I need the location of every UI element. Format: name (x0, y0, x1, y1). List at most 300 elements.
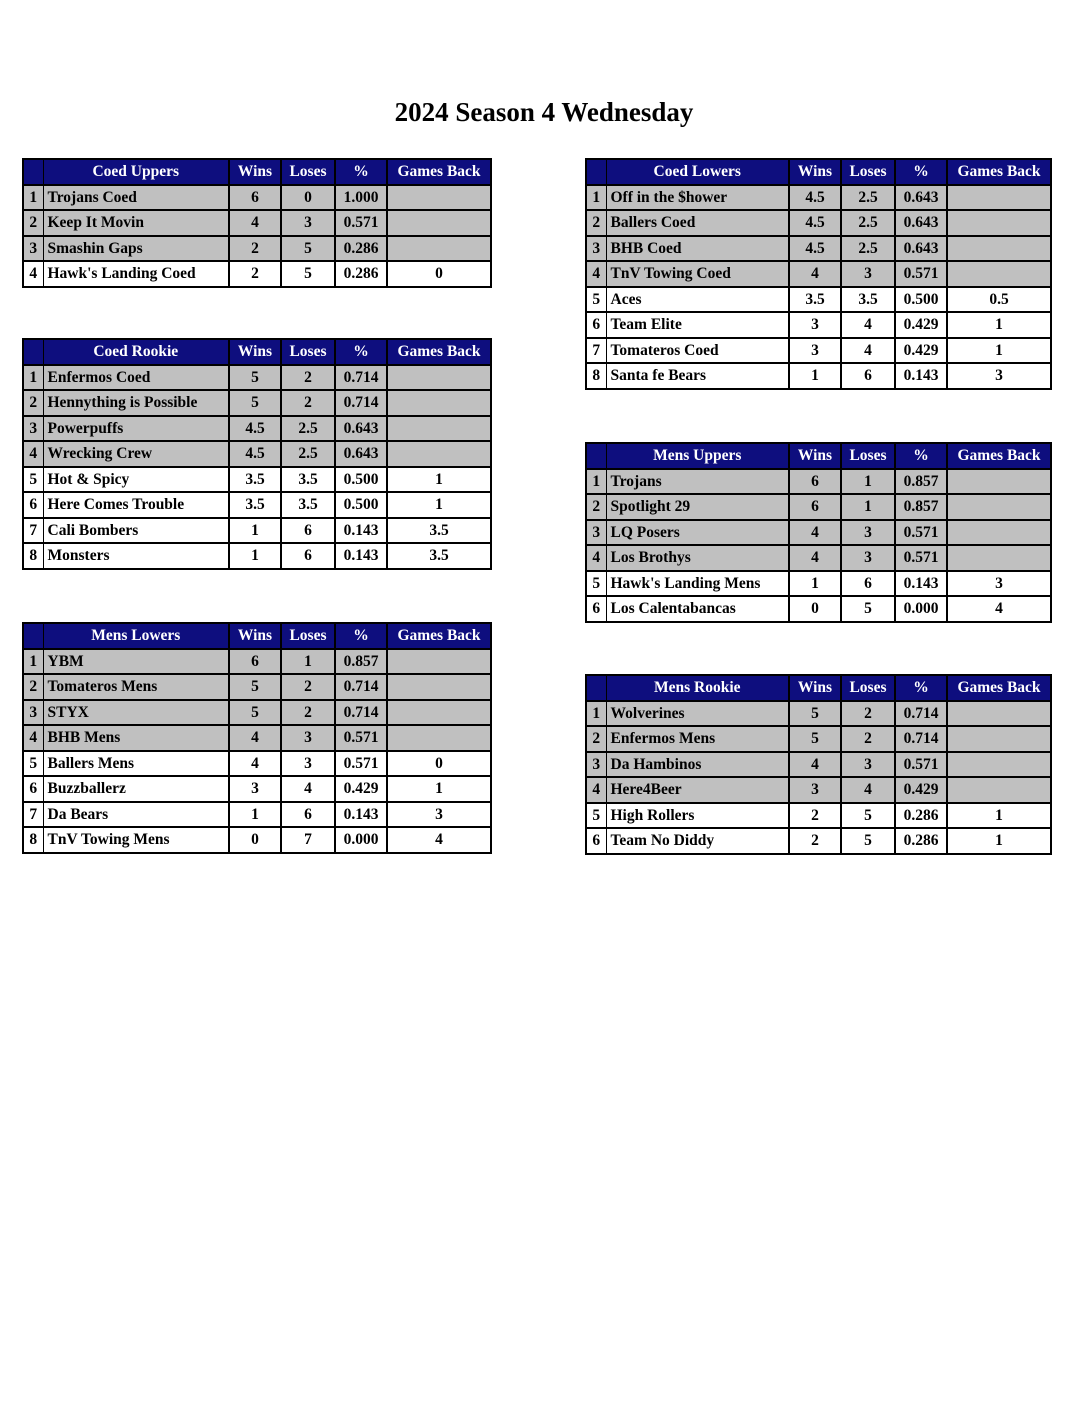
loses-cell: 5 (841, 596, 895, 622)
table-row (23, 518, 491, 544)
games-back-cell: 0.5 (947, 287, 1051, 313)
col-header-pct: % (335, 339, 387, 365)
pct-cell: 0.000 (335, 827, 387, 853)
games-back-cell (387, 700, 491, 726)
table-row (586, 803, 1051, 829)
games-back-cell (947, 726, 1051, 752)
games-back-cell (387, 674, 491, 700)
table-row (586, 545, 1051, 571)
wins-cell: 3 (789, 338, 841, 364)
wins-cell: 1 (229, 543, 281, 569)
wins-cell: 0 (229, 827, 281, 853)
pct-cell: 0.429 (895, 312, 947, 338)
rank-cell: 5 (586, 571, 606, 597)
pct-cell: 0.571 (335, 210, 387, 236)
page-title: 2024 Season 4 Wednesday (394, 97, 694, 127)
loses-cell: 6 (841, 363, 895, 389)
pct-cell: 0.286 (895, 828, 947, 854)
loses-cell: 5 (841, 828, 895, 854)
pct-cell: 0.857 (895, 469, 947, 495)
wins-cell: 2 (789, 828, 841, 854)
rank-cell: 7 (23, 802, 43, 828)
rank-cell: 6 (23, 776, 43, 802)
corner-cell (23, 623, 43, 649)
team-name-cell: Smashin Gaps (43, 236, 229, 262)
games-back-cell (947, 752, 1051, 778)
table-row (23, 802, 491, 828)
table-mens-uppers (585, 442, 1052, 623)
wins-cell: 4 (789, 261, 841, 287)
pct-cell: 0.143 (895, 363, 947, 389)
loses-cell: 2.5 (841, 210, 895, 236)
wins-cell: 5 (789, 701, 841, 727)
pct-cell: 0.571 (895, 752, 947, 778)
loses-cell: 3.5 (281, 467, 335, 493)
wins-cell: 3.5 (229, 492, 281, 518)
table-title: Coed Rookie (43, 339, 229, 365)
col-header-games-back: Games Back (387, 339, 491, 365)
games-back-cell (947, 494, 1051, 520)
wins-cell: 5 (229, 674, 281, 700)
col-header-games-back: Games Back (947, 443, 1051, 469)
loses-cell: 2.5 (841, 236, 895, 262)
loses-cell: 4 (841, 312, 895, 338)
wins-cell: 4.5 (229, 441, 281, 467)
col-header-loses: Loses (841, 675, 895, 701)
table-coed-lowers (585, 158, 1052, 390)
table-row (586, 726, 1051, 752)
games-back-cell (387, 210, 491, 236)
rank-cell: 4 (23, 261, 43, 287)
team-name-cell: Da Hambinos (606, 752, 789, 778)
pct-cell: 0.714 (895, 701, 947, 727)
wins-cell: 5 (229, 365, 281, 391)
rank-cell: 2 (586, 210, 606, 236)
pct-cell: 0.286 (895, 803, 947, 829)
rank-cell: 3 (586, 752, 606, 778)
pct-cell: 0.571 (335, 751, 387, 777)
rank-cell: 4 (23, 725, 43, 751)
rank-cell: 8 (586, 363, 606, 389)
games-back-cell: 3 (947, 571, 1051, 597)
table-row (23, 390, 491, 416)
wins-cell: 4 (229, 725, 281, 751)
wins-cell: 6 (789, 494, 841, 520)
table-coed-rookie (22, 338, 492, 570)
wins-cell: 3 (789, 312, 841, 338)
loses-cell: 2 (281, 674, 335, 700)
team-name-cell: Wrecking Crew (43, 441, 229, 467)
col-header-wins: Wins (789, 443, 841, 469)
rank-cell: 8 (23, 827, 43, 853)
loses-cell: 3 (841, 520, 895, 546)
pct-cell: 0.500 (335, 467, 387, 493)
team-name-cell: Here Comes Trouble (43, 492, 229, 518)
team-name-cell: Cali Bombers (43, 518, 229, 544)
wins-cell: 4 (229, 751, 281, 777)
pct-cell: 0.571 (335, 725, 387, 751)
table-coed-uppers (22, 158, 492, 288)
games-back-cell (387, 725, 491, 751)
rank-cell: 1 (586, 185, 606, 211)
wins-cell: 2 (229, 261, 281, 287)
wins-cell: 2 (229, 236, 281, 262)
col-header-loses: Loses (841, 443, 895, 469)
loses-cell: 6 (281, 543, 335, 569)
games-back-cell: 4 (947, 596, 1051, 622)
table-row (23, 365, 491, 391)
pct-cell: 0.429 (895, 777, 947, 803)
rank-cell: 3 (23, 700, 43, 726)
rank-cell: 7 (586, 338, 606, 364)
team-name-cell: Team No Diddy (606, 828, 789, 854)
standings-table (585, 158, 1052, 390)
pct-cell: 0.857 (895, 494, 947, 520)
col-header-pct: % (895, 159, 947, 185)
table-row (586, 236, 1051, 262)
col-header-loses: Loses (841, 159, 895, 185)
table-row (586, 777, 1051, 803)
games-back-cell: 3 (947, 363, 1051, 389)
team-name-cell: High Rollers (606, 803, 789, 829)
pct-cell: 0.643 (895, 185, 947, 211)
team-name-cell: Ballers Coed (606, 210, 789, 236)
games-back-cell (947, 210, 1051, 236)
rank-cell: 4 (586, 777, 606, 803)
col-header-games-back: Games Back (387, 623, 491, 649)
pct-cell: 0.643 (335, 441, 387, 467)
corner-cell (586, 159, 606, 185)
pct-cell: 0.571 (895, 261, 947, 287)
rank-cell: 3 (23, 416, 43, 442)
team-name-cell: Team Elite (606, 312, 789, 338)
table-row (586, 596, 1051, 622)
rank-cell: 5 (586, 803, 606, 829)
loses-cell: 2 (281, 365, 335, 391)
corner-cell (586, 675, 606, 701)
team-name-cell: Hawk's Landing Mens (606, 571, 789, 597)
rank-cell: 6 (23, 492, 43, 518)
rank-cell: 5 (586, 287, 606, 313)
wins-cell: 4 (229, 210, 281, 236)
pct-cell: 0.143 (335, 543, 387, 569)
wins-cell: 1 (789, 571, 841, 597)
games-back-cell: 4 (387, 827, 491, 853)
games-back-cell (947, 236, 1051, 262)
team-name-cell: Tomateros Coed (606, 338, 789, 364)
header-row (23, 159, 491, 185)
loses-cell: 5 (281, 261, 335, 287)
loses-cell: 3 (841, 545, 895, 571)
team-name-cell: TnV Towing Mens (43, 827, 229, 853)
wins-cell: 4 (789, 545, 841, 571)
table-row (586, 701, 1051, 727)
games-back-cell (387, 236, 491, 262)
games-back-cell: 3 (387, 802, 491, 828)
pct-cell: 0.571 (895, 545, 947, 571)
team-name-cell: Hot & Spicy (43, 467, 229, 493)
table-title: Mens Rookie (606, 675, 789, 701)
col-header-games-back: Games Back (947, 675, 1051, 701)
col-header-loses: Loses (281, 339, 335, 365)
corner-cell (586, 443, 606, 469)
rank-cell: 2 (23, 674, 43, 700)
games-back-cell (387, 185, 491, 211)
team-name-cell: Aces (606, 287, 789, 313)
rank-cell: 7 (23, 518, 43, 544)
col-header-games-back: Games Back (947, 159, 1051, 185)
loses-cell: 7 (281, 827, 335, 853)
games-back-cell (387, 649, 491, 675)
team-name-cell: Buzzballerz (43, 776, 229, 802)
table-row (23, 185, 491, 211)
wins-cell: 1 (229, 518, 281, 544)
rank-cell: 4 (586, 261, 606, 287)
pct-cell: 0.286 (335, 261, 387, 287)
table-row (23, 700, 491, 726)
wins-cell: 1 (789, 363, 841, 389)
col-header-wins: Wins (789, 675, 841, 701)
wins-cell: 4.5 (789, 210, 841, 236)
team-name-cell: Los Brothys (606, 545, 789, 571)
team-name-cell: Here4Beer (606, 777, 789, 803)
wins-cell: 6 (789, 469, 841, 495)
team-name-cell: Hennything is Possible (43, 390, 229, 416)
col-header-pct: % (335, 623, 387, 649)
rank-cell: 2 (23, 390, 43, 416)
loses-cell: 5 (281, 236, 335, 262)
games-back-cell: 1 (387, 776, 491, 802)
wins-cell: 3.5 (789, 287, 841, 313)
loses-cell: 2 (281, 390, 335, 416)
loses-cell: 1 (841, 469, 895, 495)
team-name-cell: Off in the $hower (606, 185, 789, 211)
table-row (586, 338, 1051, 364)
table-row (586, 752, 1051, 778)
rank-cell: 1 (586, 469, 606, 495)
pct-cell: 0.857 (335, 649, 387, 675)
table-title: Mens Uppers (606, 443, 789, 469)
loses-cell: 4 (841, 777, 895, 803)
table-row (23, 467, 491, 493)
games-back-cell (387, 365, 491, 391)
wins-cell: 6 (229, 185, 281, 211)
rank-cell: 6 (586, 828, 606, 854)
loses-cell: 2.5 (841, 185, 895, 211)
standings-table (585, 442, 1052, 623)
team-name-cell: Da Bears (43, 802, 229, 828)
rank-cell: 2 (586, 726, 606, 752)
table-row (23, 725, 491, 751)
loses-cell: 2.5 (281, 441, 335, 467)
rank-cell: 2 (586, 494, 606, 520)
pct-cell: 0.429 (895, 338, 947, 364)
loses-cell: 3 (281, 751, 335, 777)
pct-cell: 0.643 (895, 236, 947, 262)
loses-cell: 2 (841, 701, 895, 727)
table-row (23, 416, 491, 442)
rank-cell: 4 (586, 545, 606, 571)
games-back-cell (947, 261, 1051, 287)
wins-cell: 5 (789, 726, 841, 752)
col-header-pct: % (895, 443, 947, 469)
team-name-cell: Spotlight 29 (606, 494, 789, 520)
pct-cell: 0.143 (335, 802, 387, 828)
loses-cell: 2 (281, 700, 335, 726)
team-name-cell: Wolverines (606, 701, 789, 727)
table-row (23, 492, 491, 518)
table-mens-rookie (585, 674, 1052, 855)
games-back-cell: 1 (947, 312, 1051, 338)
table-row (586, 312, 1051, 338)
games-back-cell (947, 185, 1051, 211)
team-name-cell: Trojans (606, 469, 789, 495)
games-back-cell (947, 701, 1051, 727)
team-name-cell: Tomateros Mens (43, 674, 229, 700)
rank-cell: 1 (23, 185, 43, 211)
col-header-pct: % (895, 675, 947, 701)
corner-cell (23, 159, 43, 185)
table-row (586, 571, 1051, 597)
pct-cell: 0.500 (335, 492, 387, 518)
pct-cell: 0.429 (335, 776, 387, 802)
loses-cell: 4 (281, 776, 335, 802)
loses-cell: 6 (841, 571, 895, 597)
loses-cell: 2.5 (281, 416, 335, 442)
loses-cell: 3 (841, 261, 895, 287)
team-name-cell: Powerpuffs (43, 416, 229, 442)
standings-table (585, 674, 1052, 855)
wins-cell: 2 (789, 803, 841, 829)
loses-cell: 6 (281, 518, 335, 544)
pct-cell: 0.643 (895, 210, 947, 236)
table-title: Coed Uppers (43, 159, 229, 185)
col-header-wins: Wins (229, 159, 281, 185)
rank-cell: 1 (23, 649, 43, 675)
pct-cell: 0.714 (895, 726, 947, 752)
rank-cell: 3 (23, 236, 43, 262)
games-back-cell: 1 (947, 803, 1051, 829)
corner-cell (23, 339, 43, 365)
wins-cell: 6 (229, 649, 281, 675)
pct-cell: 1.000 (335, 185, 387, 211)
rank-cell: 6 (586, 596, 606, 622)
team-name-cell: Santa fe Bears (606, 363, 789, 389)
col-header-wins: Wins (229, 339, 281, 365)
games-back-cell: 3.5 (387, 543, 491, 569)
games-back-cell (387, 390, 491, 416)
table-row (23, 649, 491, 675)
team-name-cell: LQ Posers (606, 520, 789, 546)
games-back-cell: 1 (387, 467, 491, 493)
games-back-cell: 0 (387, 261, 491, 287)
rank-cell: 5 (23, 467, 43, 493)
loses-cell: 1 (281, 649, 335, 675)
pct-cell: 0.500 (895, 287, 947, 313)
table-row (586, 828, 1051, 854)
team-name-cell: YBM (43, 649, 229, 675)
team-name-cell: Monsters (43, 543, 229, 569)
table-row (23, 674, 491, 700)
wins-cell: 5 (229, 390, 281, 416)
games-back-cell (947, 777, 1051, 803)
col-header-wins: Wins (229, 623, 281, 649)
wins-cell: 0 (789, 596, 841, 622)
table-row (23, 441, 491, 467)
table-row (586, 363, 1051, 389)
rank-cell: 1 (586, 701, 606, 727)
standings-table (22, 622, 492, 854)
games-back-cell (387, 416, 491, 442)
games-back-cell (947, 469, 1051, 495)
games-back-cell (947, 520, 1051, 546)
table-row (586, 185, 1051, 211)
wins-cell: 4.5 (789, 236, 841, 262)
pct-cell: 0.571 (895, 520, 947, 546)
col-header-games-back: Games Back (387, 159, 491, 185)
loses-cell: 1 (841, 494, 895, 520)
loses-cell: 3 (841, 752, 895, 778)
wins-cell: 3.5 (229, 467, 281, 493)
team-name-cell: Ballers Mens (43, 751, 229, 777)
team-name-cell: TnV Towing Coed (606, 261, 789, 287)
table-row (586, 494, 1051, 520)
table-row (23, 827, 491, 853)
table-row (586, 520, 1051, 546)
pct-cell: 0.143 (335, 518, 387, 544)
table-row (23, 751, 491, 777)
wins-cell: 4.5 (229, 416, 281, 442)
wins-cell: 3 (789, 777, 841, 803)
table-mens-lowers (22, 622, 492, 854)
loses-cell: 0 (281, 185, 335, 211)
table-row (586, 261, 1051, 287)
table-title: Coed Lowers (606, 159, 789, 185)
table-row (586, 469, 1051, 495)
rank-cell: 6 (586, 312, 606, 338)
standings-table (22, 338, 492, 570)
header-row (23, 339, 491, 365)
rank-cell: 5 (23, 751, 43, 777)
col-header-loses: Loses (281, 623, 335, 649)
team-name-cell: STYX (43, 700, 229, 726)
rank-cell: 1 (23, 365, 43, 391)
col-header-pct: % (335, 159, 387, 185)
wins-cell: 4 (789, 752, 841, 778)
games-back-cell (947, 545, 1051, 571)
header-row (586, 159, 1051, 185)
team-name-cell: Enfermos Coed (43, 365, 229, 391)
pct-cell: 0.714 (335, 365, 387, 391)
games-back-cell: 3.5 (387, 518, 491, 544)
table-row (23, 776, 491, 802)
table-row (23, 210, 491, 236)
col-header-wins: Wins (789, 159, 841, 185)
games-back-cell: 1 (947, 828, 1051, 854)
col-header-loses: Loses (281, 159, 335, 185)
rank-cell: 2 (23, 210, 43, 236)
games-back-cell: 0 (387, 751, 491, 777)
table-row (586, 287, 1051, 313)
team-name-cell: Hawk's Landing Coed (43, 261, 229, 287)
rank-cell: 3 (586, 236, 606, 262)
pct-cell: 0.714 (335, 390, 387, 416)
loses-cell: 3 (281, 210, 335, 236)
wins-cell: 1 (229, 802, 281, 828)
pct-cell: 0.643 (335, 416, 387, 442)
loses-cell: 5 (841, 803, 895, 829)
team-name-cell: Keep It Movin (43, 210, 229, 236)
